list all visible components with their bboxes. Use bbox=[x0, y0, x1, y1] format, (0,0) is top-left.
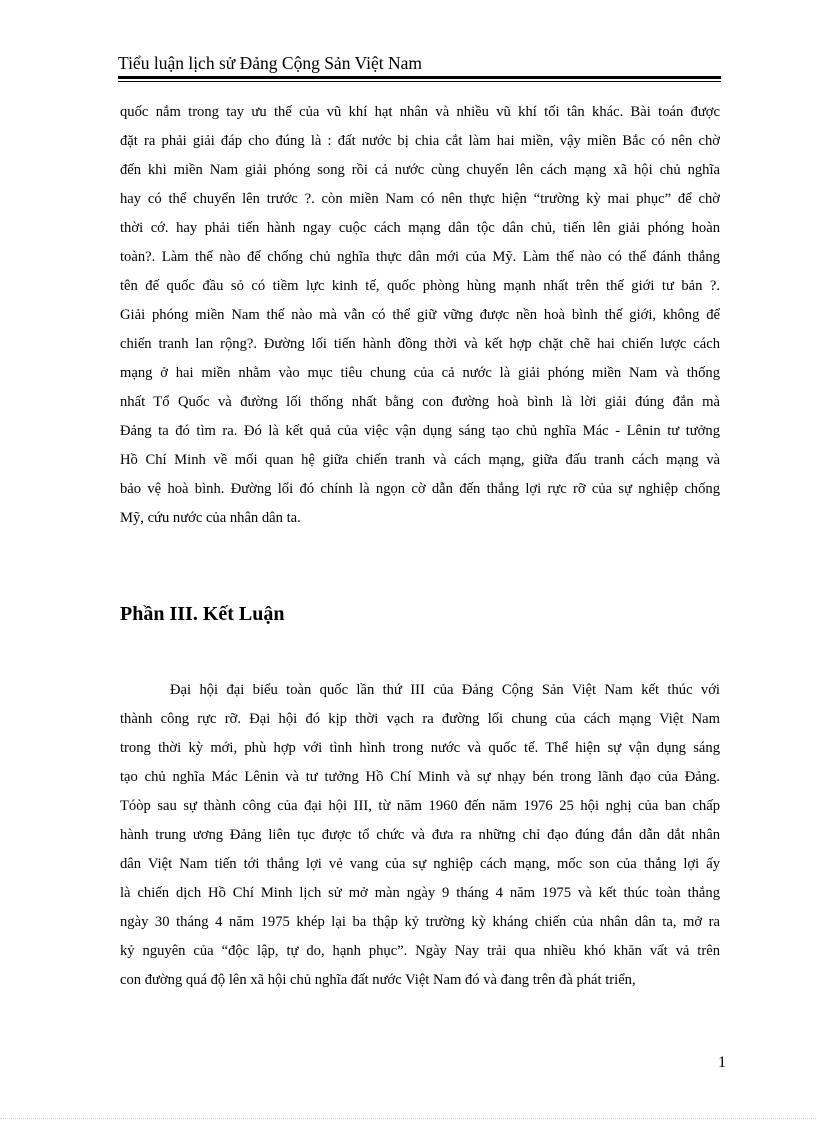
text-line: Đại hội đại biểu toàn quốc lần thứ III của Đảng Cộng Sản Việt Nam kết thúc với bbox=[170, 682, 720, 698]
text-line: trong thời kỳ mới, phù hợp với tình hình trong nước và quốc tế. Thể hiện sự vận dụng sáng bbox=[120, 740, 720, 756]
text-line: đặt ra phải giải đáp cho đúng là : đất nước bị chia cắt làm hai miền, vậy miền Bắc có nên chờ bbox=[120, 133, 720, 149]
text-line: hành trung ương Đảng liên tục được tổ chức và đưa ra những chỉ đạo đúng đắn dẫn dắt nhân bbox=[120, 827, 720, 843]
page-number: 1 bbox=[718, 1054, 726, 1071]
text-line: Tóòp sau sự thành công của đại hội III, từ năm 1960 đến năm 1976 25 hội nghị của ban chấp bbox=[120, 798, 720, 814]
text-line: toàn?. Làm thế nào để chống chủ nghĩa thực dân mới của Mỹ. Làm thế nào có thể đánh thắng bbox=[120, 249, 720, 265]
text-line: chiến tranh lan rộng?. Đường lối tiến hành đồng thời và kết hợp chặt chẽ hai chiến lược cách bbox=[120, 336, 720, 352]
text-line: đến khi miền Nam giải phóng song rồi cả nước cùng chuyển lên cách mạng xã hội chủ nghĩa bbox=[120, 162, 720, 178]
text-line: Hồ Chí Minh về mối quan hệ giữa chiến tranh và cách mạng, giữa đấu tranh cách mạng và bbox=[120, 452, 720, 468]
header-rule-thin bbox=[118, 81, 721, 82]
text-line: Mỹ, cứu nước của nhân dân ta. bbox=[120, 510, 301, 526]
text-line: Đảng ta đó tìm ra. Đó là kết quả của việc vận dụng sáng tạo chủ nghĩa Mác - Lênin tư tưởng bbox=[120, 423, 720, 439]
header-rule bbox=[118, 76, 721, 79]
section-heading: Phần III. Kết Luận bbox=[120, 603, 285, 625]
text-line: tên đế quốc đầu sỏ có tiềm lực kinh tế, quốc phòng hùng mạnh nhất trên thế giới tư bản ?. bbox=[120, 278, 720, 294]
page-edge-divider bbox=[0, 1118, 816, 1119]
text-line: quốc nắm trong tay ưu thế của vũ khí hạt nhân và nhiều vũ khí tối tân khác. Bài toán được bbox=[120, 104, 720, 120]
text-line: kỷ nguyên của “độc lập, tự do, hạnh phục”. Ngày Nay trải qua nhiều khó khăn vất vả trên bbox=[120, 943, 720, 959]
text-line: con đường quá độ lên xã hội chủ nghĩa đất nước Việt Nam đó và đang trên đà phát triển, bbox=[120, 972, 636, 988]
text-line: là chiến dịch Hồ Chí Minh lịch sử mở màn ngày 9 tháng 4 năm 1975 và kết thúc toàn thắng bbox=[120, 885, 720, 901]
text-line: bảo vệ hoà bình. Đường lối đó chính là ngọn cờ dẫn đến thắng lợi rực rỡ của sự nghiệp chống bbox=[120, 481, 720, 497]
text-line: ngày 30 tháng 4 năm 1975 khép lại ba thập kỷ trường kỳ kháng chiến của nhân dân ta, mở ra bbox=[120, 914, 720, 930]
text-line: mạng ở hai miền nhằm vào mục tiêu chung của cả nước là giải phóng miền Nam và thống bbox=[120, 365, 720, 381]
document-title: Tiểu luận lịch sử Đảng Cộng Sản Việt Nam bbox=[118, 53, 422, 73]
text-line: hay có thể chuyển lên trước ?. còn miền Nam có nên thực hiện “trường kỳ mai phục” để chờ bbox=[120, 191, 720, 207]
text-line: dân Việt Nam tiến tới thắng lợi vẻ vang của sự nghiệp cách mạng, mốc son của thắng lợi ấy bbox=[120, 856, 720, 872]
page-header bbox=[118, 52, 721, 82]
text-line: thời cớ. hay phải tiến hành ngay cuộc cách mạng dân tộc dân chủ, tiến lên giải phóng hoàn bbox=[120, 220, 720, 236]
text-line: thành công rực rỡ. Đại hội đó kịp thời vạch ra đường lối chung của cách mạng Việt Nam bbox=[120, 711, 720, 727]
text-line: tạo chủ nghĩa Mác Lênin và tư tưởng Hồ Chí Minh và sự nhạy bén trong lãnh đạo của Đảng. bbox=[120, 769, 720, 785]
text-line: Giải phóng miền Nam thế nào mà vẫn có thể giữ vững được nền hoà bình thế giới, không để bbox=[120, 307, 720, 323]
text-line: nhất Tổ Quốc và đường lối thống nhất bằng con đường hoà bình là lời giải đúng đắn mà bbox=[120, 394, 720, 410]
